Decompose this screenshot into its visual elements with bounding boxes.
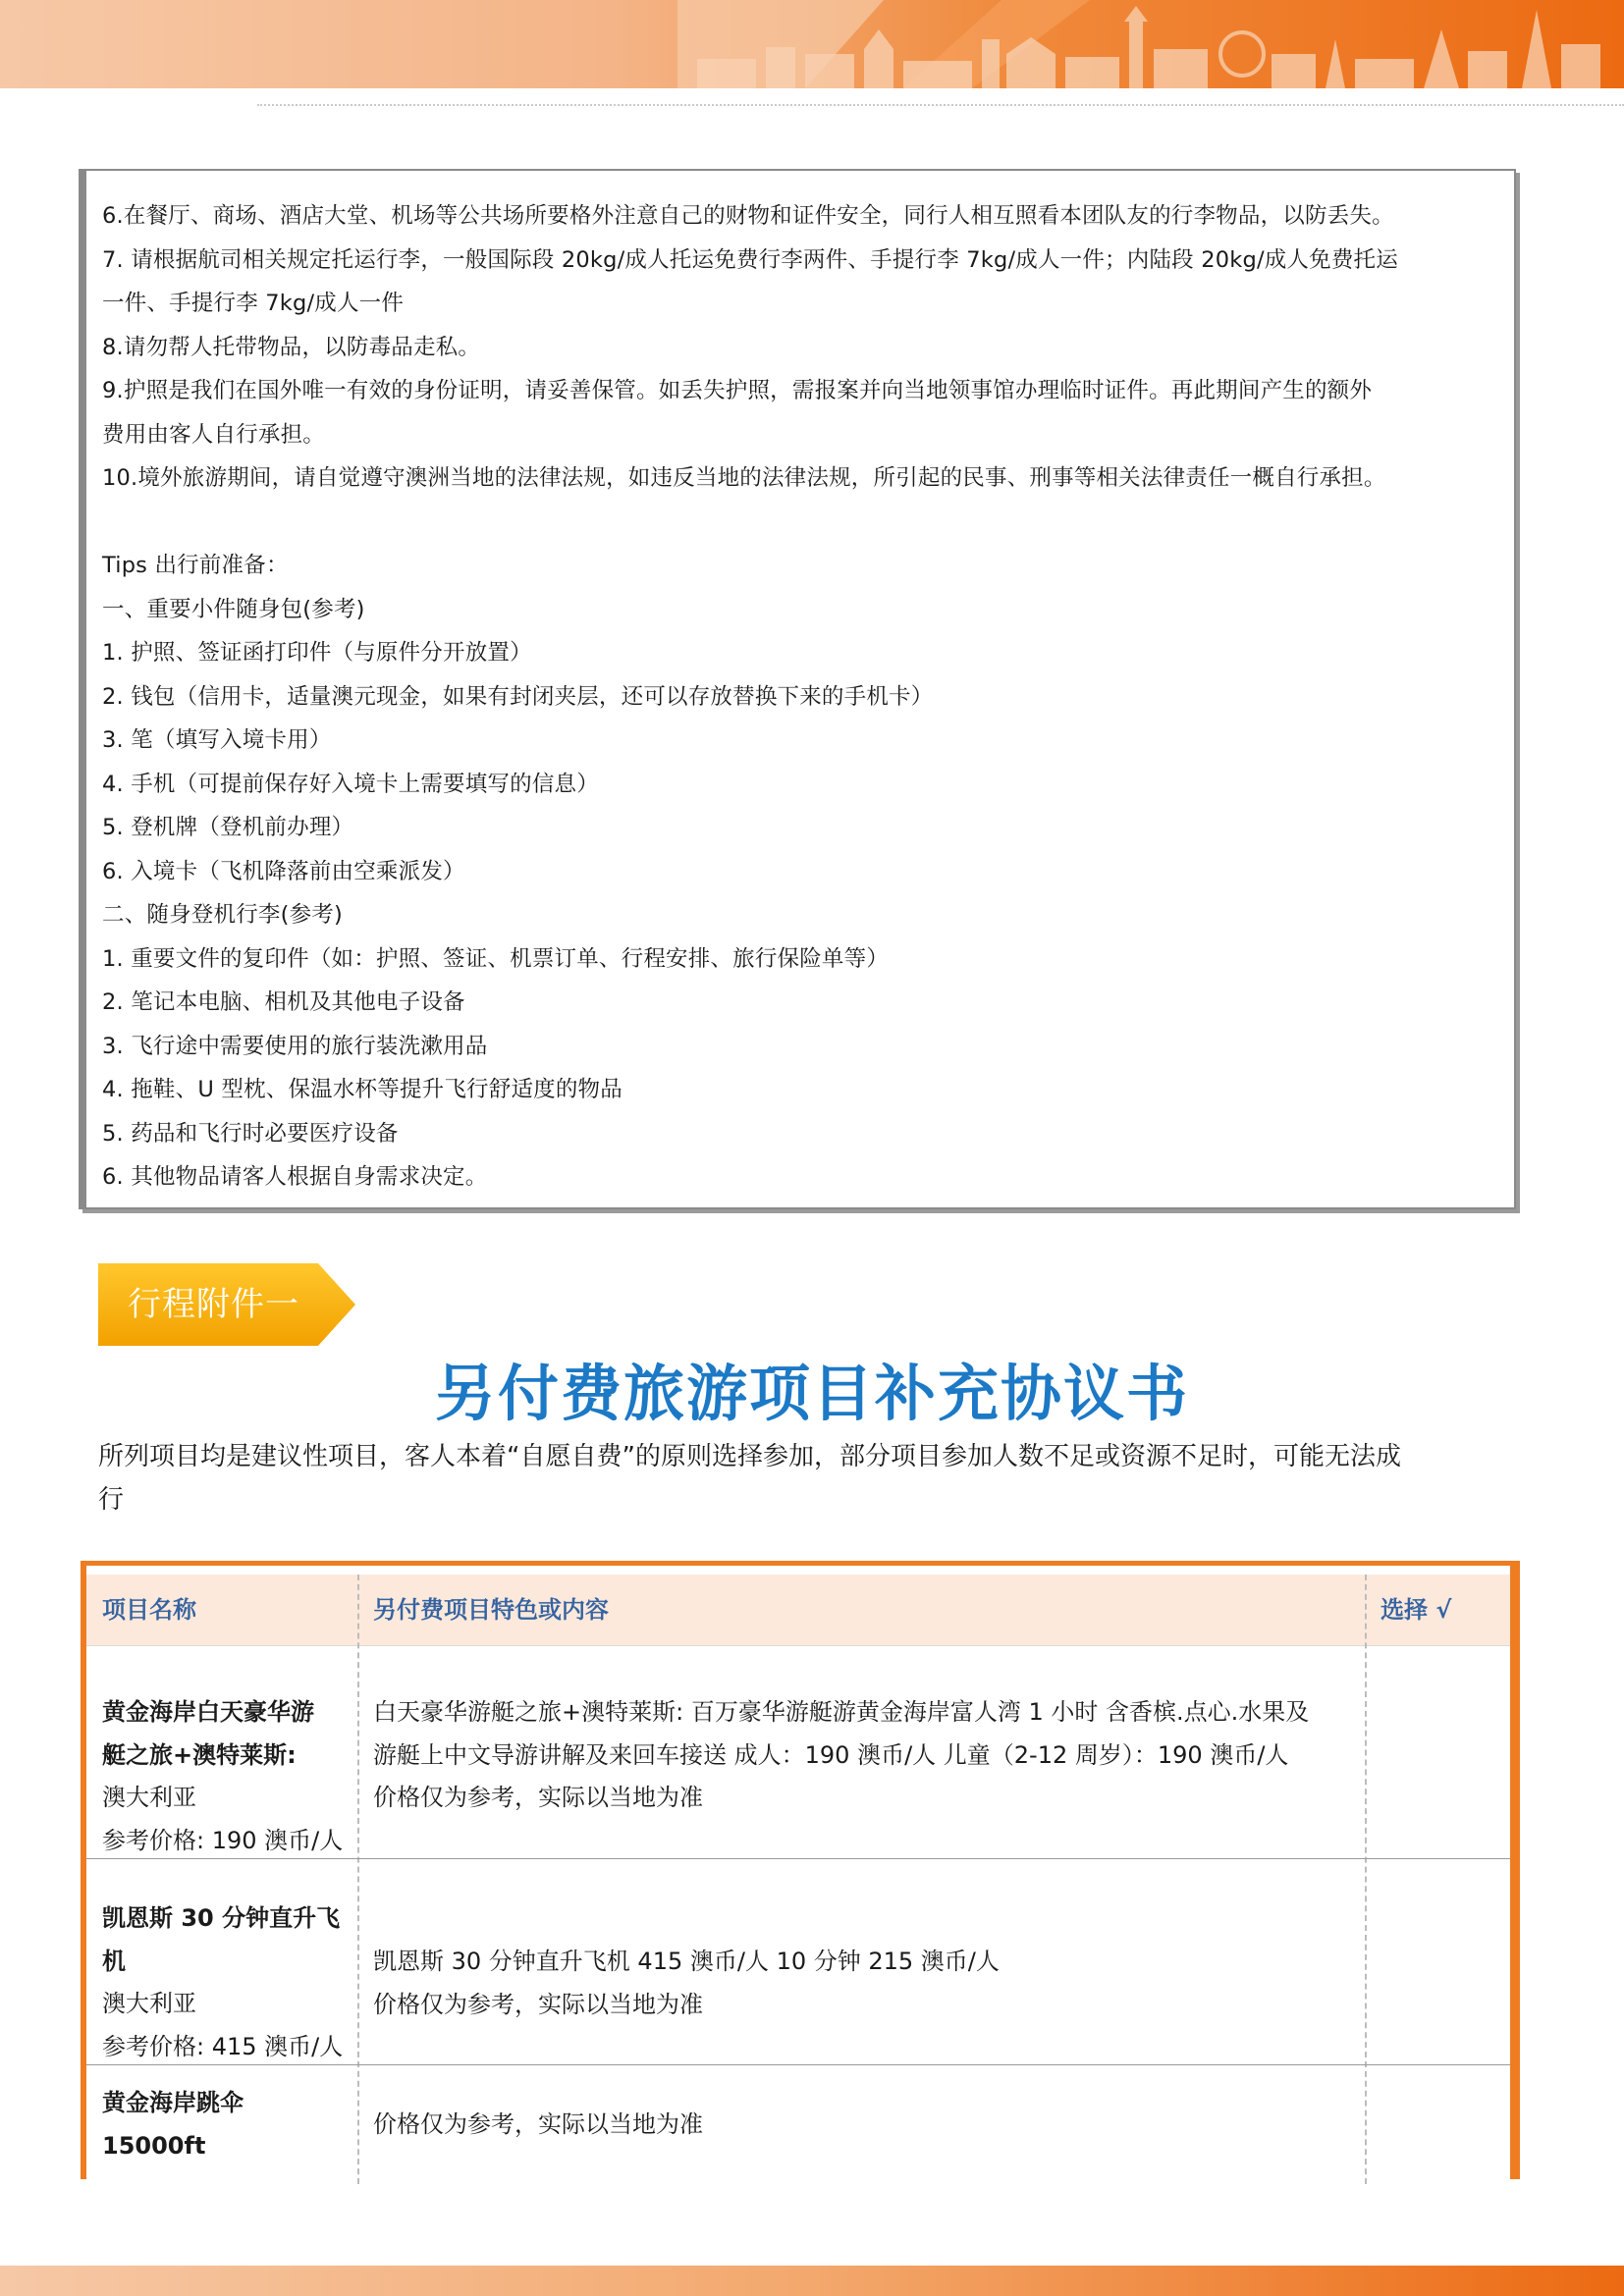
intro-line: 行	[98, 1485, 125, 1515]
table-header-row	[86, 1575, 1510, 1646]
select-checkbox-cell[interactable]	[1369, 2066, 1506, 2182]
table-row-content-cell	[373, 2104, 703, 2147]
travel-notes-box	[79, 169, 1516, 1209]
content-line: 凯恩斯 30 分钟直升飞机 415 澳币/人 10 分钟 215 澳币/人	[373, 1948, 1000, 1975]
table-row-content-cell	[373, 1691, 1309, 1820]
list-item: 6. 入境卡（飞机降落前由空乘派发）	[102, 858, 465, 884]
project-name: 艇之旅+澳特莱斯:	[102, 1740, 297, 1769]
header-divider	[257, 104, 1624, 106]
note-line: 费用由客人自行承担。	[102, 421, 326, 448]
city-skyline-graphic	[677, 0, 1624, 88]
list-item: 2. 钱包（信用卡，适量澳元现金，如果有封闭夹层，还可以存放替换下来的手机卡）	[102, 683, 934, 710]
table-row-content-cell	[373, 1941, 1000, 2026]
intro-line: 所列项目均是建议性项目，客人本着“自愿自费”的原则选择参加，部分项目参加人数不足或资源不足时，可能无法成	[98, 1442, 1401, 1471]
list-item: 6. 其他物品请客人根据自身需求决定。	[102, 1164, 488, 1190]
table-row-name-cell	[102, 2082, 244, 2167]
note-line: 6.在餐厅、商场、酒店大堂、机场等公共场所要格外注意自己的财物和证件安全，同行人相互照看本团队友的行李物品，以防丢失。	[102, 203, 1394, 229]
content-line: 白天豪华游艇之旅+澳特莱斯: 百万豪华游艇游黄金海岸富人湾 1 小时 含香槟.点心.水果及	[373, 1698, 1310, 1726]
project-name: 黄金海岸白天豪华游	[102, 1698, 314, 1726]
project-name: 机	[102, 1947, 126, 1975]
header-select: 选择 √	[1380, 1596, 1452, 1624]
list-item: 1. 护照、签证函打印件（与原件分开放置）	[102, 640, 532, 666]
header-project-name: 项目名称	[102, 1596, 196, 1624]
note-line: 10.境外旅游期间，请自觉遵守澳洲当地的法律法规，如违反当地的法律法规，所引起的民事、刑事等相关法律责任一概自行承担。	[102, 465, 1386, 491]
select-checkbox-cell[interactable]	[1369, 1860, 1506, 2062]
select-checkbox-cell[interactable]	[1369, 1648, 1506, 1856]
list-item: 4. 手机（可提前保存好入境卡上需要填写的信息）	[102, 771, 599, 797]
attachment-tag-label: 行程附件一	[128, 1285, 299, 1324]
footer-banner	[0, 2266, 1624, 2296]
page-title: 另付费旅游项目补充协议书	[434, 1358, 1189, 1429]
project-name: 凯恩斯 30 分钟直升飞	[102, 1904, 341, 1932]
column-divider	[1365, 1575, 1367, 2184]
note-line: 一件、手提行李 7kg/成人一件	[102, 291, 405, 316]
content-line: 游艇上中文导游讲解及来回车接送 成人：190 澳币/人 儿童（2-12 周岁）：190 澳币/人	[373, 1740, 1289, 1769]
content-line: 价格仅为参考，实际以当地为准	[373, 1990, 703, 2018]
project-region: 澳大利亚	[102, 1784, 196, 1811]
project-name: 15000ft	[102, 2131, 206, 2160]
note-line: 8.请勿帮人托带物品，以防毒品走私。	[102, 334, 481, 360]
table-row-name-cell	[102, 1897, 343, 2068]
project-region: 澳大利亚	[102, 1990, 196, 2017]
tips-title: Tips 出行前准备：	[102, 553, 289, 578]
note-line: 7. 请根据航司相关规定托运行李，一般国际段 20kg/成人托运免费行李两件、手提行李 7kg/成人一件；内陆段 20kg/成人免费托运	[102, 246, 1398, 273]
list-item: 4. 拖鞋、U 型枕、保温水杯等提升飞行舒适度的物品	[102, 1077, 623, 1102]
project-price: 参考价格: 415 澳币/人	[102, 2032, 344, 2060]
list-item: 5. 药品和飞行时必要医疗设备	[102, 1120, 399, 1147]
list-item: 3. 飞行途中需要使用的旅行装洗漱用品	[102, 1033, 488, 1059]
table-row-name-cell	[102, 1691, 343, 1862]
header-banner	[0, 0, 1624, 88]
list-item: 5. 登机牌（登机前办理）	[102, 815, 354, 840]
section-title: 一、重要小件随身包(参考)	[102, 596, 365, 622]
spacer	[102, 501, 1502, 545]
intro-text	[98, 1435, 1522, 1522]
list-item: 3. 笔（填写入境卡用）	[102, 727, 332, 753]
content-line: 价格仅为参考，实际以当地为准	[373, 2110, 703, 2138]
column-divider	[357, 1575, 359, 2184]
list-item: 1. 重要文件的复印件（如：护照、签证、机票订单、行程安排、旅行保险单等）	[102, 945, 890, 972]
project-name: 黄金海岸跳伞	[102, 2089, 244, 2116]
content-line: 价格仅为参考，实际以当地为准	[373, 1784, 703, 1811]
attachment-tag	[98, 1263, 355, 1346]
section-title: 二、随身登机行李(参考)	[102, 902, 343, 928]
header-content: 另付费项目特色或内容	[373, 1596, 609, 1624]
project-price: 参考价格: 190 澳币/人	[102, 1826, 344, 1854]
note-line: 9.护照是我们在国外唯一有效的身份证明，请妥善保管。如丢失护照，需报案并向当地领事馆办理临时证件。再此期间产生的额外	[102, 378, 1373, 403]
list-item: 2. 笔记本电脑、相机及其他电子设备	[102, 989, 465, 1015]
optional-tours-table	[81, 1561, 1520, 2179]
